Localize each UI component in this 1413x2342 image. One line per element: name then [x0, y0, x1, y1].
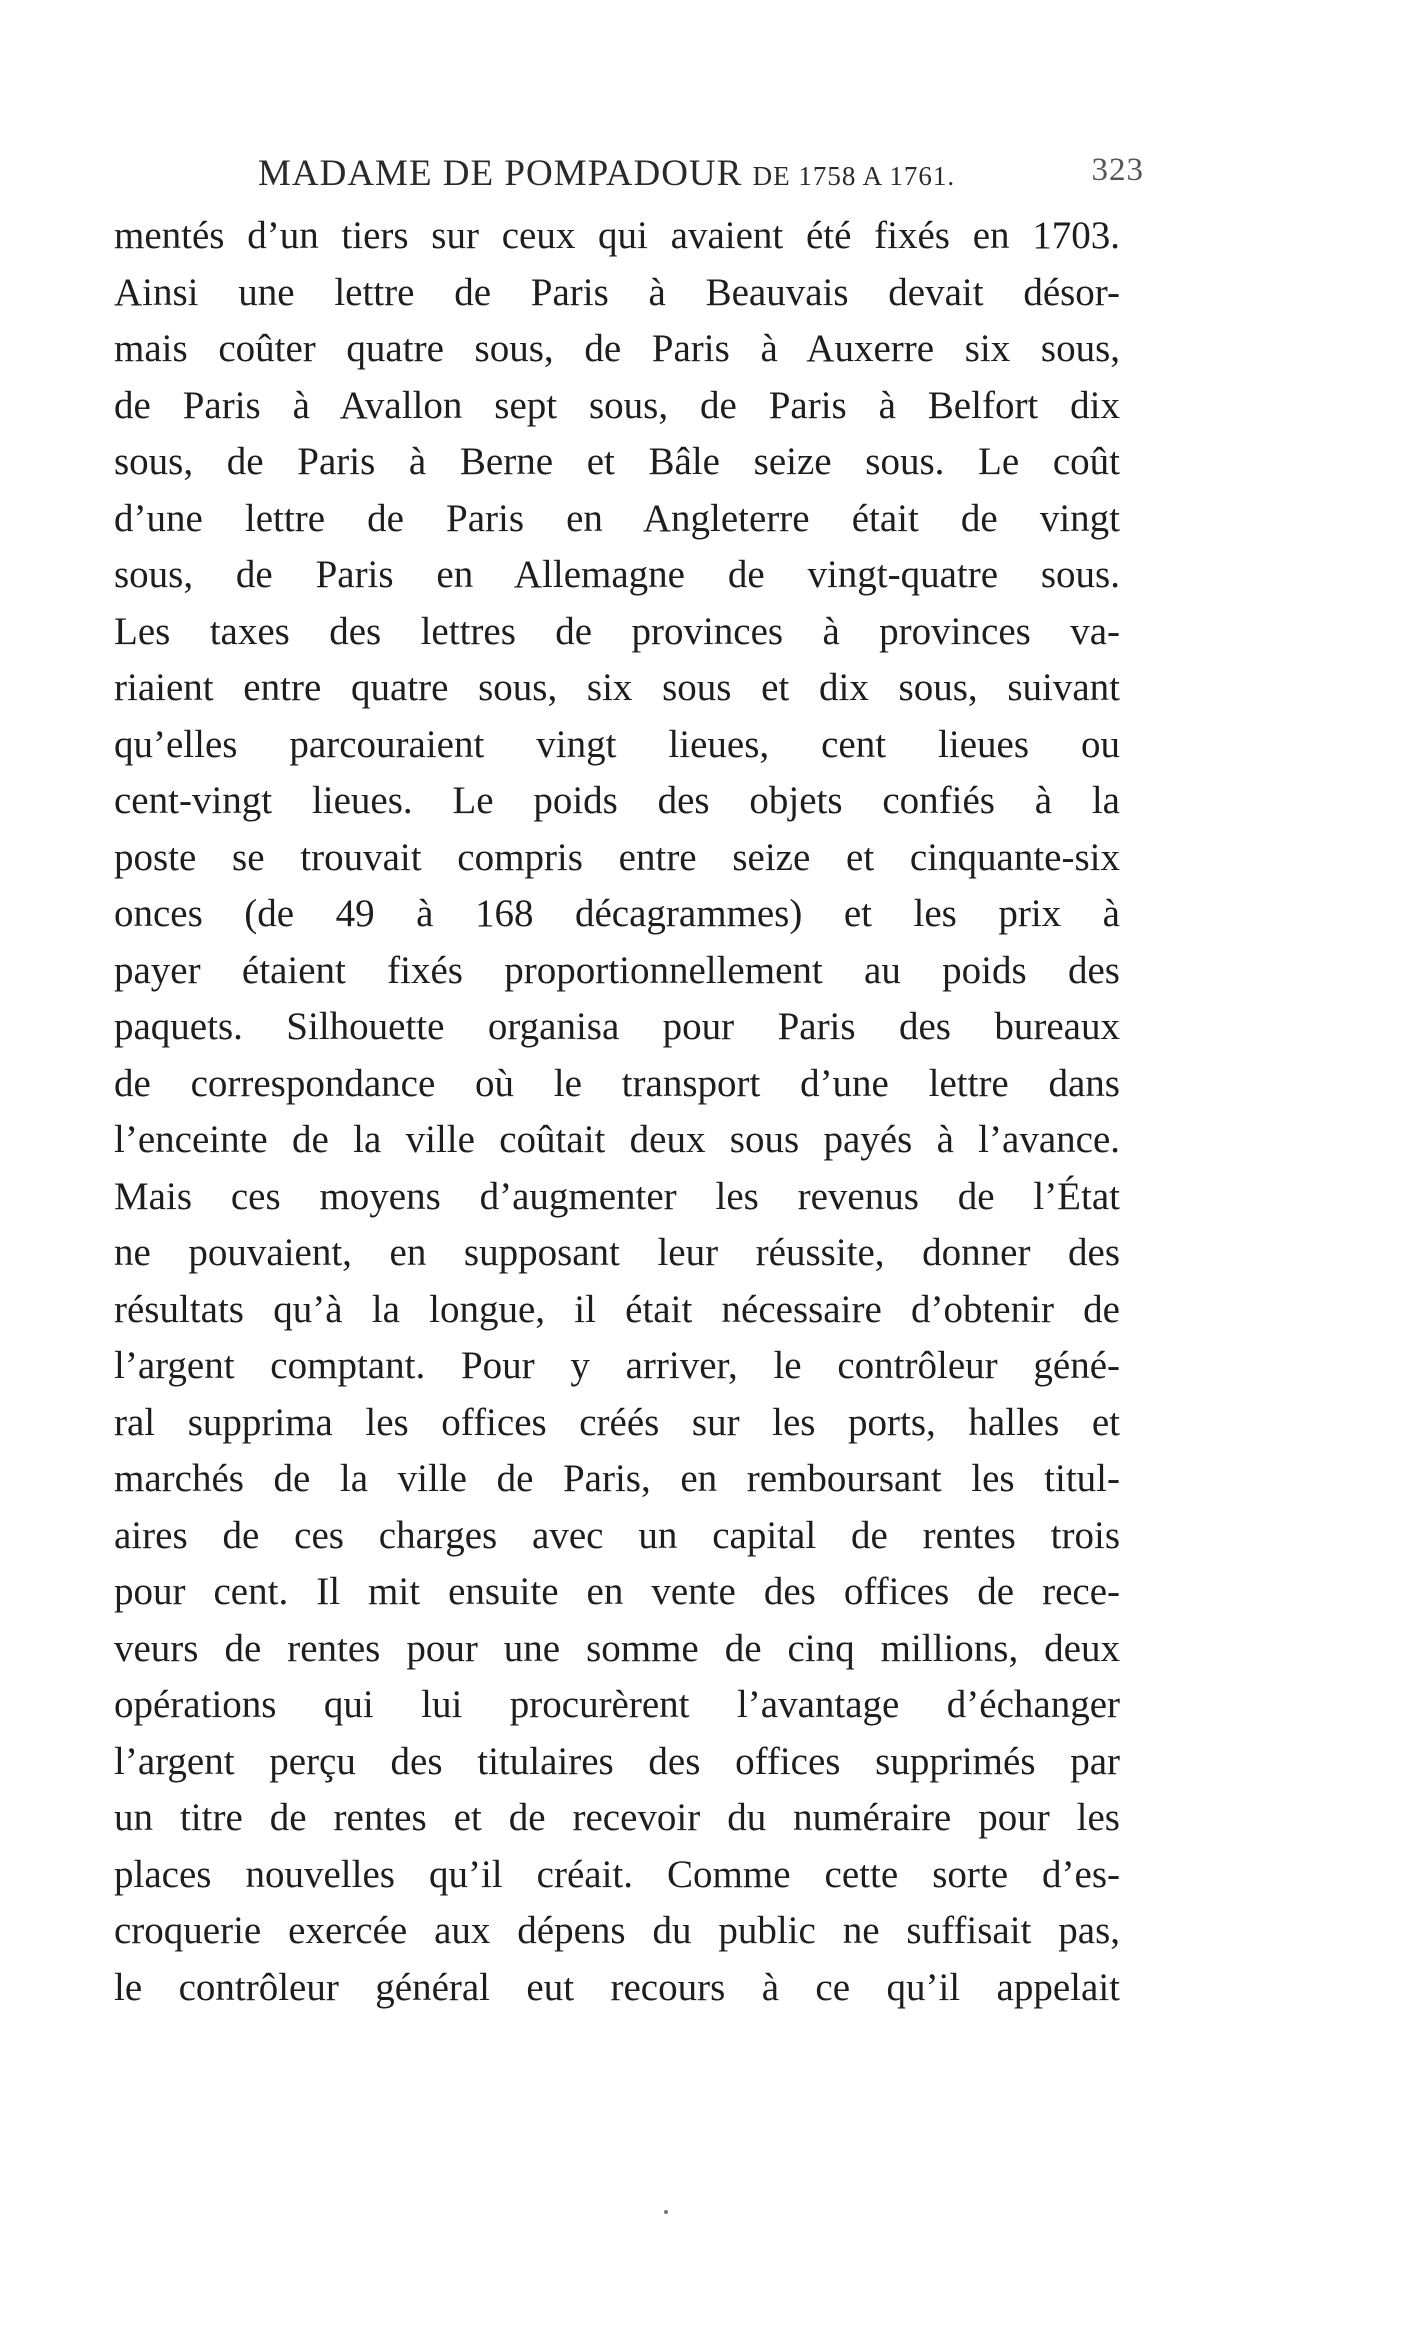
text-line: croquerie exercée aux dépens du public ne suffisait pas, — [114, 1909, 1120, 1952]
text-line: Les taxes des lettres de provinces à provinces va- — [114, 609, 1120, 653]
text-line: onces (de 49 à 168 décagrammes) et les prix à — [114, 892, 1120, 935]
running-head — [258, 152, 1144, 202]
text-line: mentés d’un tiers sur ceux qui avaient été fixés en 1703. — [114, 214, 1120, 257]
text-line: résultats qu’à la longue, il était nécessaire d’obtenir de — [114, 1287, 1120, 1331]
text-line: aires de ces charges avec un capital de rentes trois — [114, 1513, 1120, 1557]
text-line: mais coûter quatre sous, de Paris à Auxerre six sous, — [114, 327, 1120, 370]
text-line: l’enceinte de la ville coûtait deux sous payés à l’avance. — [114, 1118, 1120, 1161]
text-line: de correspondance où le transport d’une lettre dans — [114, 1061, 1120, 1105]
text-line: poste se trouvait compris entre seize et cinquante-six — [114, 835, 1120, 879]
text-line: d’une lettre de Paris en Angleterre était de vingt — [114, 496, 1120, 540]
text-line: de Paris à Avallon sept sous, de Paris à Belfort dix — [114, 383, 1120, 427]
text-line: cent-vingt lieues. Le poids des objets confiés à la — [114, 779, 1120, 822]
body-text — [114, 208, 1120, 2016]
text-line: pour cent. Il mit ensuite en vente des offices de rece- — [114, 1570, 1120, 1613]
text-line: payer étaient fixés proportionnellement au poids des — [114, 948, 1120, 992]
text-line: le contrôleur général eut recours à ce qu’il appelait — [114, 1965, 1120, 2009]
text-line: Ainsi une lettre de Paris à Beauvais devait désor- — [114, 270, 1120, 314]
running-head-title-dates: DE 1758 A 1761. — [752, 161, 956, 191]
paper-speck — [664, 2210, 668, 2214]
text-line: qu’elles parcouraient vingt lieues, cent lieues ou — [114, 722, 1120, 766]
text-line: sous, de Paris en Allemagne de vingt-quatre sous. — [114, 553, 1120, 596]
text-line: opérations qui lui procurèrent l’avantage d’échanger — [114, 1683, 1120, 1726]
text-line: ral supprima les offices créés sur les ports, halles et — [114, 1400, 1120, 1444]
text-line: l’argent comptant. Pour y arriver, le contrôleur géné- — [114, 1344, 1120, 1387]
text-line: veurs de rentes pour une somme de cinq millions, deux — [114, 1626, 1120, 1670]
text-line: Mais ces moyens d’augmenter les revenus de l’État — [114, 1174, 1120, 1218]
text-line: ne pouvaient, en supposant leur réussite, donner des — [114, 1231, 1120, 1274]
text-line: paquets. Silhouette organisa pour Paris des bureaux — [114, 1005, 1120, 1048]
text-line: marchés de la ville de Paris, en remboursant les titul- — [114, 1457, 1120, 1500]
text-line: sous, de Paris à Berne et Bâle seize sous. Le coût — [114, 440, 1120, 483]
page-number: 323 — [1091, 152, 1144, 188]
text-line: l’argent perçu des titulaires des offices supprimés par — [114, 1739, 1120, 1783]
running-head-title — [258, 152, 955, 195]
text-line: places nouvelles qu’il créait. Comme cette sorte d’es- — [114, 1852, 1120, 1896]
text-line: un titre de rentes et de recevoir du numéraire pour les — [114, 1796, 1120, 1839]
running-head-title-main: MADAME DE POMPADOUR — [258, 153, 743, 194]
text-line: riaient entre quatre sous, six sous et dix sous, suivant — [114, 666, 1120, 709]
